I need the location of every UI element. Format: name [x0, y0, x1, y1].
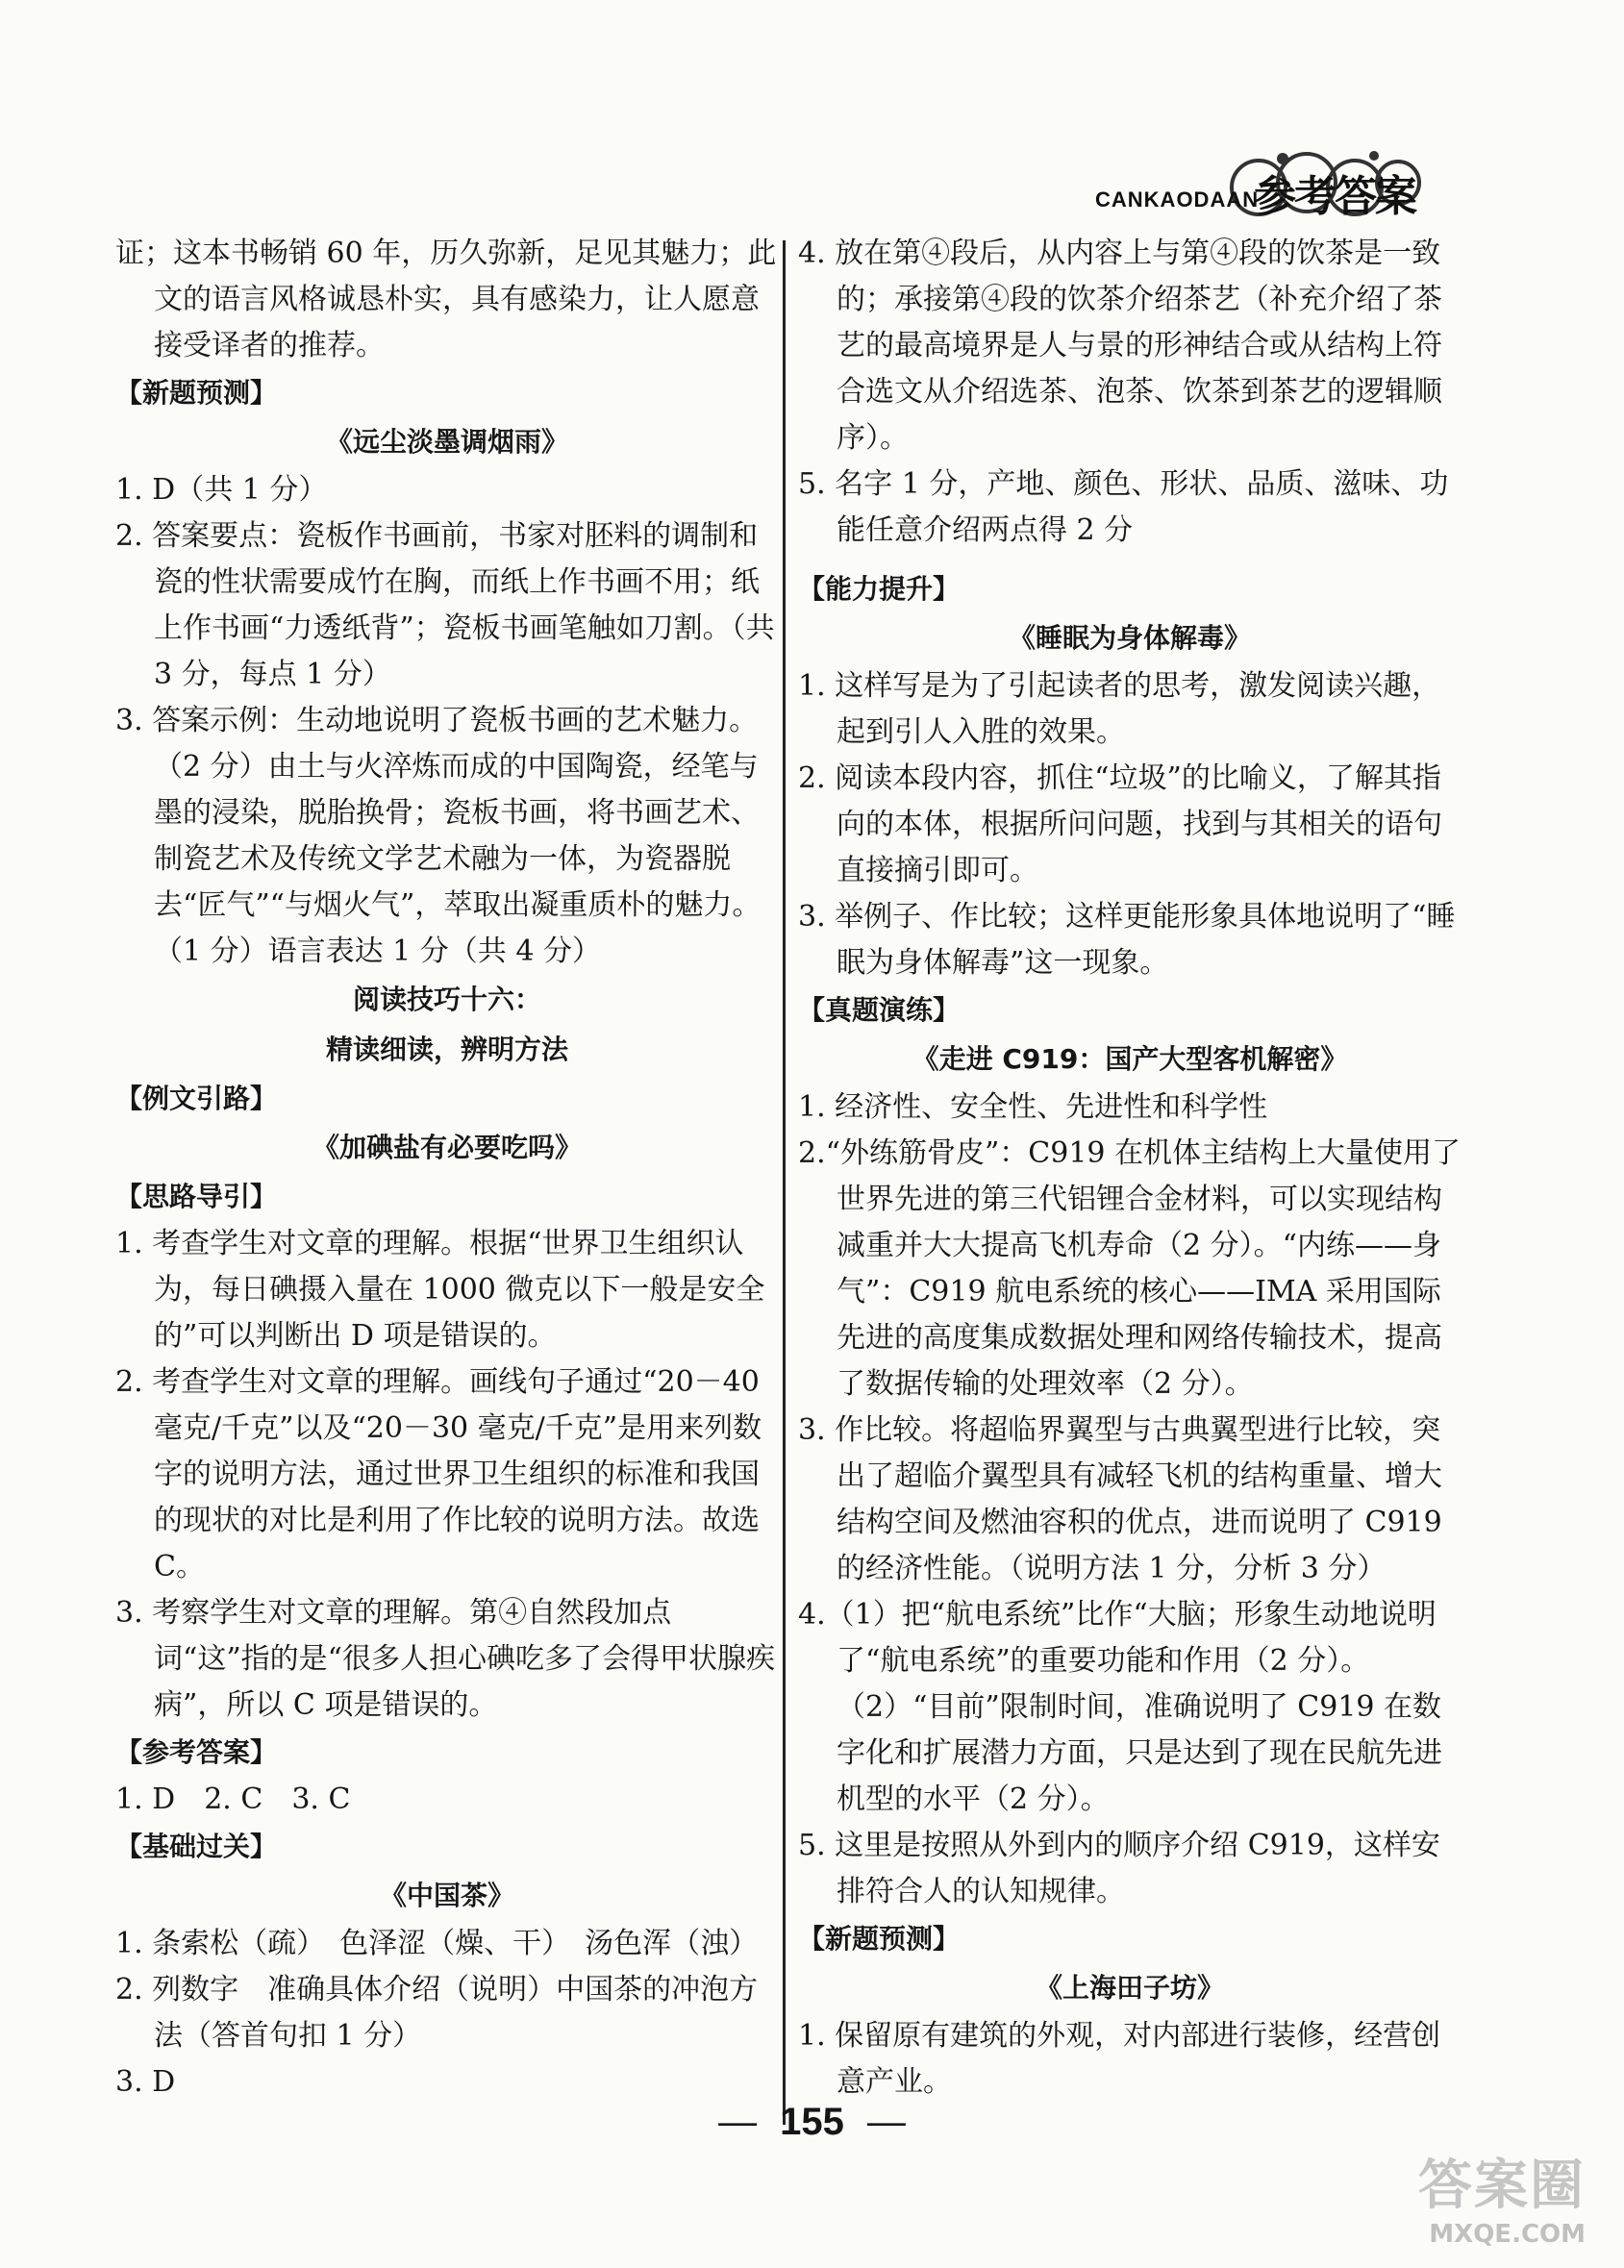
answer-paragraph: 1. D 2. C 3. C	[115, 1782, 351, 1816]
watermark	[1418, 2143, 1586, 2249]
answer-paragraph: 3. 答案示例：生动地说明了瓷板书画的艺术魅力。（2 分）由土与火淬炼而成的中国陶瓷，经笔与墨的浸染，脱胎换骨；瓷板书画，将书画艺术、制瓷艺术及传统文学艺术融为一体，为瓷器脱去“匠气”“与烟火气”，萃取出凝重质朴的魅力。（1 分）语言表达 1 分（共 4 分）	[115, 704, 762, 968]
page-number-dash-left: —	[718, 2101, 758, 2143]
answer-paragraph: 1. 条索松（疏） 色泽涩（燥、干） 汤色浑（浊）	[115, 1927, 759, 1960]
answer-paragraph: 证；这本书畅销 60 年，历久弥新，足见其魅力；此文的语言风格诚恳朴实，具有感染力，让人愿意接受译者的推荐。	[115, 237, 777, 362]
left-column	[115, 231, 779, 2106]
section-heading: 【例文引路】	[115, 1083, 278, 1114]
answer-paragraph: 3. 举例子、作比较；这样更能形象具体地说明了“睡眠为身体解毒”这一现象。	[798, 900, 1456, 980]
passage-title: 《加碘盐有必要吃吗》	[312, 1132, 582, 1163]
passage-title: 《走进 C919：国产大型客机解密》	[912, 1043, 1348, 1075]
answer-paragraph: 1. D（共 1 分）	[115, 473, 328, 507]
answer-paragraph: 3. 作比较。将超临界翼型与古典翼型进行比较，突出了超临介翼型具有减轻飞机的结构重量、增大结构空间及燃油容积的优点，进而说明了 C919 的经济性能。（说明方法 1 分，分析 3 分）	[798, 1413, 1442, 1585]
passage-title: 精读细读，辨明方法	[325, 1034, 568, 1065]
watermark-text: 答案圈	[1418, 2155, 1586, 2217]
answer-paragraph: 5. 名字 1 分，产地、颜色、形状、品质、滋味、功能任意介绍两点得 2 分	[798, 467, 1449, 547]
page-number-value: 155	[780, 2101, 844, 2143]
answer-paragraph: 2. 答案要点：瓷板作书画前，书家对胚料的调制和瓷的性状需要成竹在胸，而纸上作书画不用；纸上作书画“力透纸背”；瓷板书画笔触如刀割。（共 3 分，每点 1 分）	[115, 519, 775, 691]
header-logo	[1095, 144, 1422, 236]
section-heading: 【真题演练】	[798, 994, 961, 1026]
answer-paragraph: 3. 考察学生对文章的理解。第④自然段加点词“这”指的是“很多人担心碘吃多了会得甲状腺疾病”，所以 C 项是错误的。	[115, 1596, 776, 1722]
answer-paragraph: 2. 列数字 准确具体介绍（说明）中国茶的冲泡方法（答首句扣 1 分）	[115, 1973, 759, 2053]
section-heading: 【思路导引】	[115, 1181, 278, 1212]
passage-title: 《中国茶》	[379, 1880, 514, 1911]
answer-paragraph: 2.“外练筋骨皮”：C919 在机体主结构上大量使用了世界先进的第三代铝锂合金材料，可以实现结构减重并大大提高飞机寿命（2 分）。“内练——身气”：C919 航电系统的核心——IMA 采用国际先进的高度集成数据处理和网络传输技术，提高了数据传输的处理效率（2 分）。	[798, 1136, 1462, 1401]
section-heading: 【基础过关】	[115, 1831, 278, 1862]
section-heading: 【新题预测】	[798, 1923, 961, 1955]
answer-paragraph: 1. 保留原有建筑的外观，对内部进行装修，经营创意产业。	[798, 2019, 1441, 2099]
answer-paragraph: 1. 这样写是为了引起读者的思考，激发阅读兴趣，起到引人入胜的效果。	[798, 669, 1441, 749]
spacer	[798, 554, 1462, 565]
right-column	[798, 231, 1462, 2106]
watermark-url: MXQE.COM	[1429, 2220, 1586, 2249]
passage-title: 阅读技巧十六：	[352, 984, 541, 1015]
passage-title: 《远尘淡墨调烟雨》	[325, 426, 568, 458]
page-number	[0, 2101, 1624, 2144]
answer-paragraph: 1. 考查学生对文章的理解。根据“世界卫生组织认为，每日碘摄入量在 1000 微克以下一般是安全的”可以判断出 D 项是错误的。	[115, 1227, 765, 1353]
section-heading: 【参考答案】	[115, 1736, 278, 1768]
answer-paragraph: 1. 经济性、安全性、先进性和科学性	[798, 1090, 1268, 1124]
logo-cjk-text: 参考答案	[1254, 172, 1415, 221]
logo-latin-text: CANKAODAAN	[1095, 187, 1260, 212]
section-heading: 【新题预测】	[115, 377, 278, 409]
passage-title: 《睡眠为身体解毒》	[1008, 622, 1251, 654]
passage-title: 《上海田子坊》	[1035, 1972, 1224, 2004]
section-heading: 【能力提升】	[798, 573, 961, 605]
page-number-dash-right: —	[866, 2101, 906, 2143]
answer-paragraph: 2. 阅读本段内容，抓住“垃圾”的比喻义，了解其指向的本体，根据所问问题，找到与其相关的语句直接摘引即可。	[798, 761, 1442, 887]
answer-paragraph: 3. D	[115, 2065, 176, 2099]
answer-paragraph: 5. 这里是按照从外到内的顺序介绍 C919，这样安排符合人的认知规律。	[798, 1829, 1440, 1908]
answer-paragraph: 4.（1）把“航电系统”比作“大脑；形象生动地说明了“航电系统”的重要功能和作用（2 分）。（2）“目前”限制时间，准确说明了 C919 在数字化和扩展潜力方面，只是达到了现在民航先进机型的水平（2 分）。	[798, 1598, 1442, 1816]
answer-paragraph: 4. 放在第④段后，从内容上与第④段的饮茶是一致的；承接第④段的饮茶介绍茶艺（补充介绍了茶艺的最高境界是人与景的形神结合或从结构上符合选文从介绍选茶、泡茶、饮茶到茶艺的逻辑顺序）。	[798, 237, 1442, 455]
answer-paragraph: 2. 考查学生对文章的理解。画线句子通过“20－40 毫克/千克”以及“20－30 毫克/千克”是用来列数字的说明方法，通过世界卫生组织的标准和我国的现状的对比是利用了作比较的说明方法。故选 C。	[115, 1365, 762, 1583]
column-divider	[783, 240, 786, 2125]
